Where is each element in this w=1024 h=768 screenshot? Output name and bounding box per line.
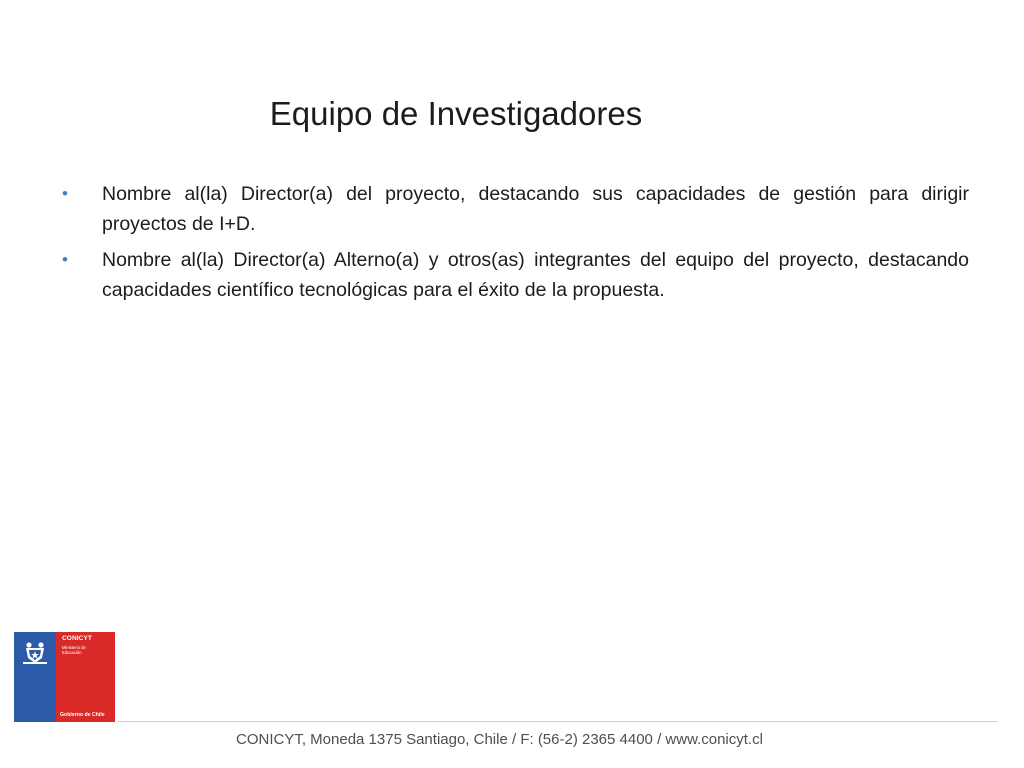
bullet-dot-icon: • — [62, 184, 68, 203]
chile-coat-of-arms-icon — [20, 638, 50, 666]
bullet-text: Nombre al(la) Director(a) del proyecto, destacando sus capacidades de gestión para dirigir proyectos de I+D. — [102, 183, 969, 235]
logo-ministry: Ministerio de Educación — [62, 645, 86, 655]
bullet-item-director — [62, 179, 969, 239]
slide-title: Equipo de Investigadores — [269, 95, 643, 132]
footer-address: CONICYT, Moneda 1375 Santiago, Chile / F: (56-2) 2365 4400 / www.conicyt.cl — [236, 731, 763, 748]
bullet-list — [62, 179, 969, 311]
bullet-text: Nombre al(la) Director(a) Alterno(a) y otros(as) integrantes del equipo del proyecto, destacando capacidades científico tecnológicas para el éxito de la propuesta. — [102, 249, 969, 301]
logo-blue-panel — [14, 632, 56, 722]
conicyt-logo — [14, 632, 115, 722]
logo-government: Gobierno de Chile — [60, 712, 105, 718]
bullet-item-team — [62, 245, 969, 305]
footer-divider — [118, 721, 998, 722]
bullet-dot-icon: • — [62, 250, 68, 269]
logo-red-panel — [56, 632, 115, 722]
logo-name: CONICYT — [62, 635, 92, 642]
